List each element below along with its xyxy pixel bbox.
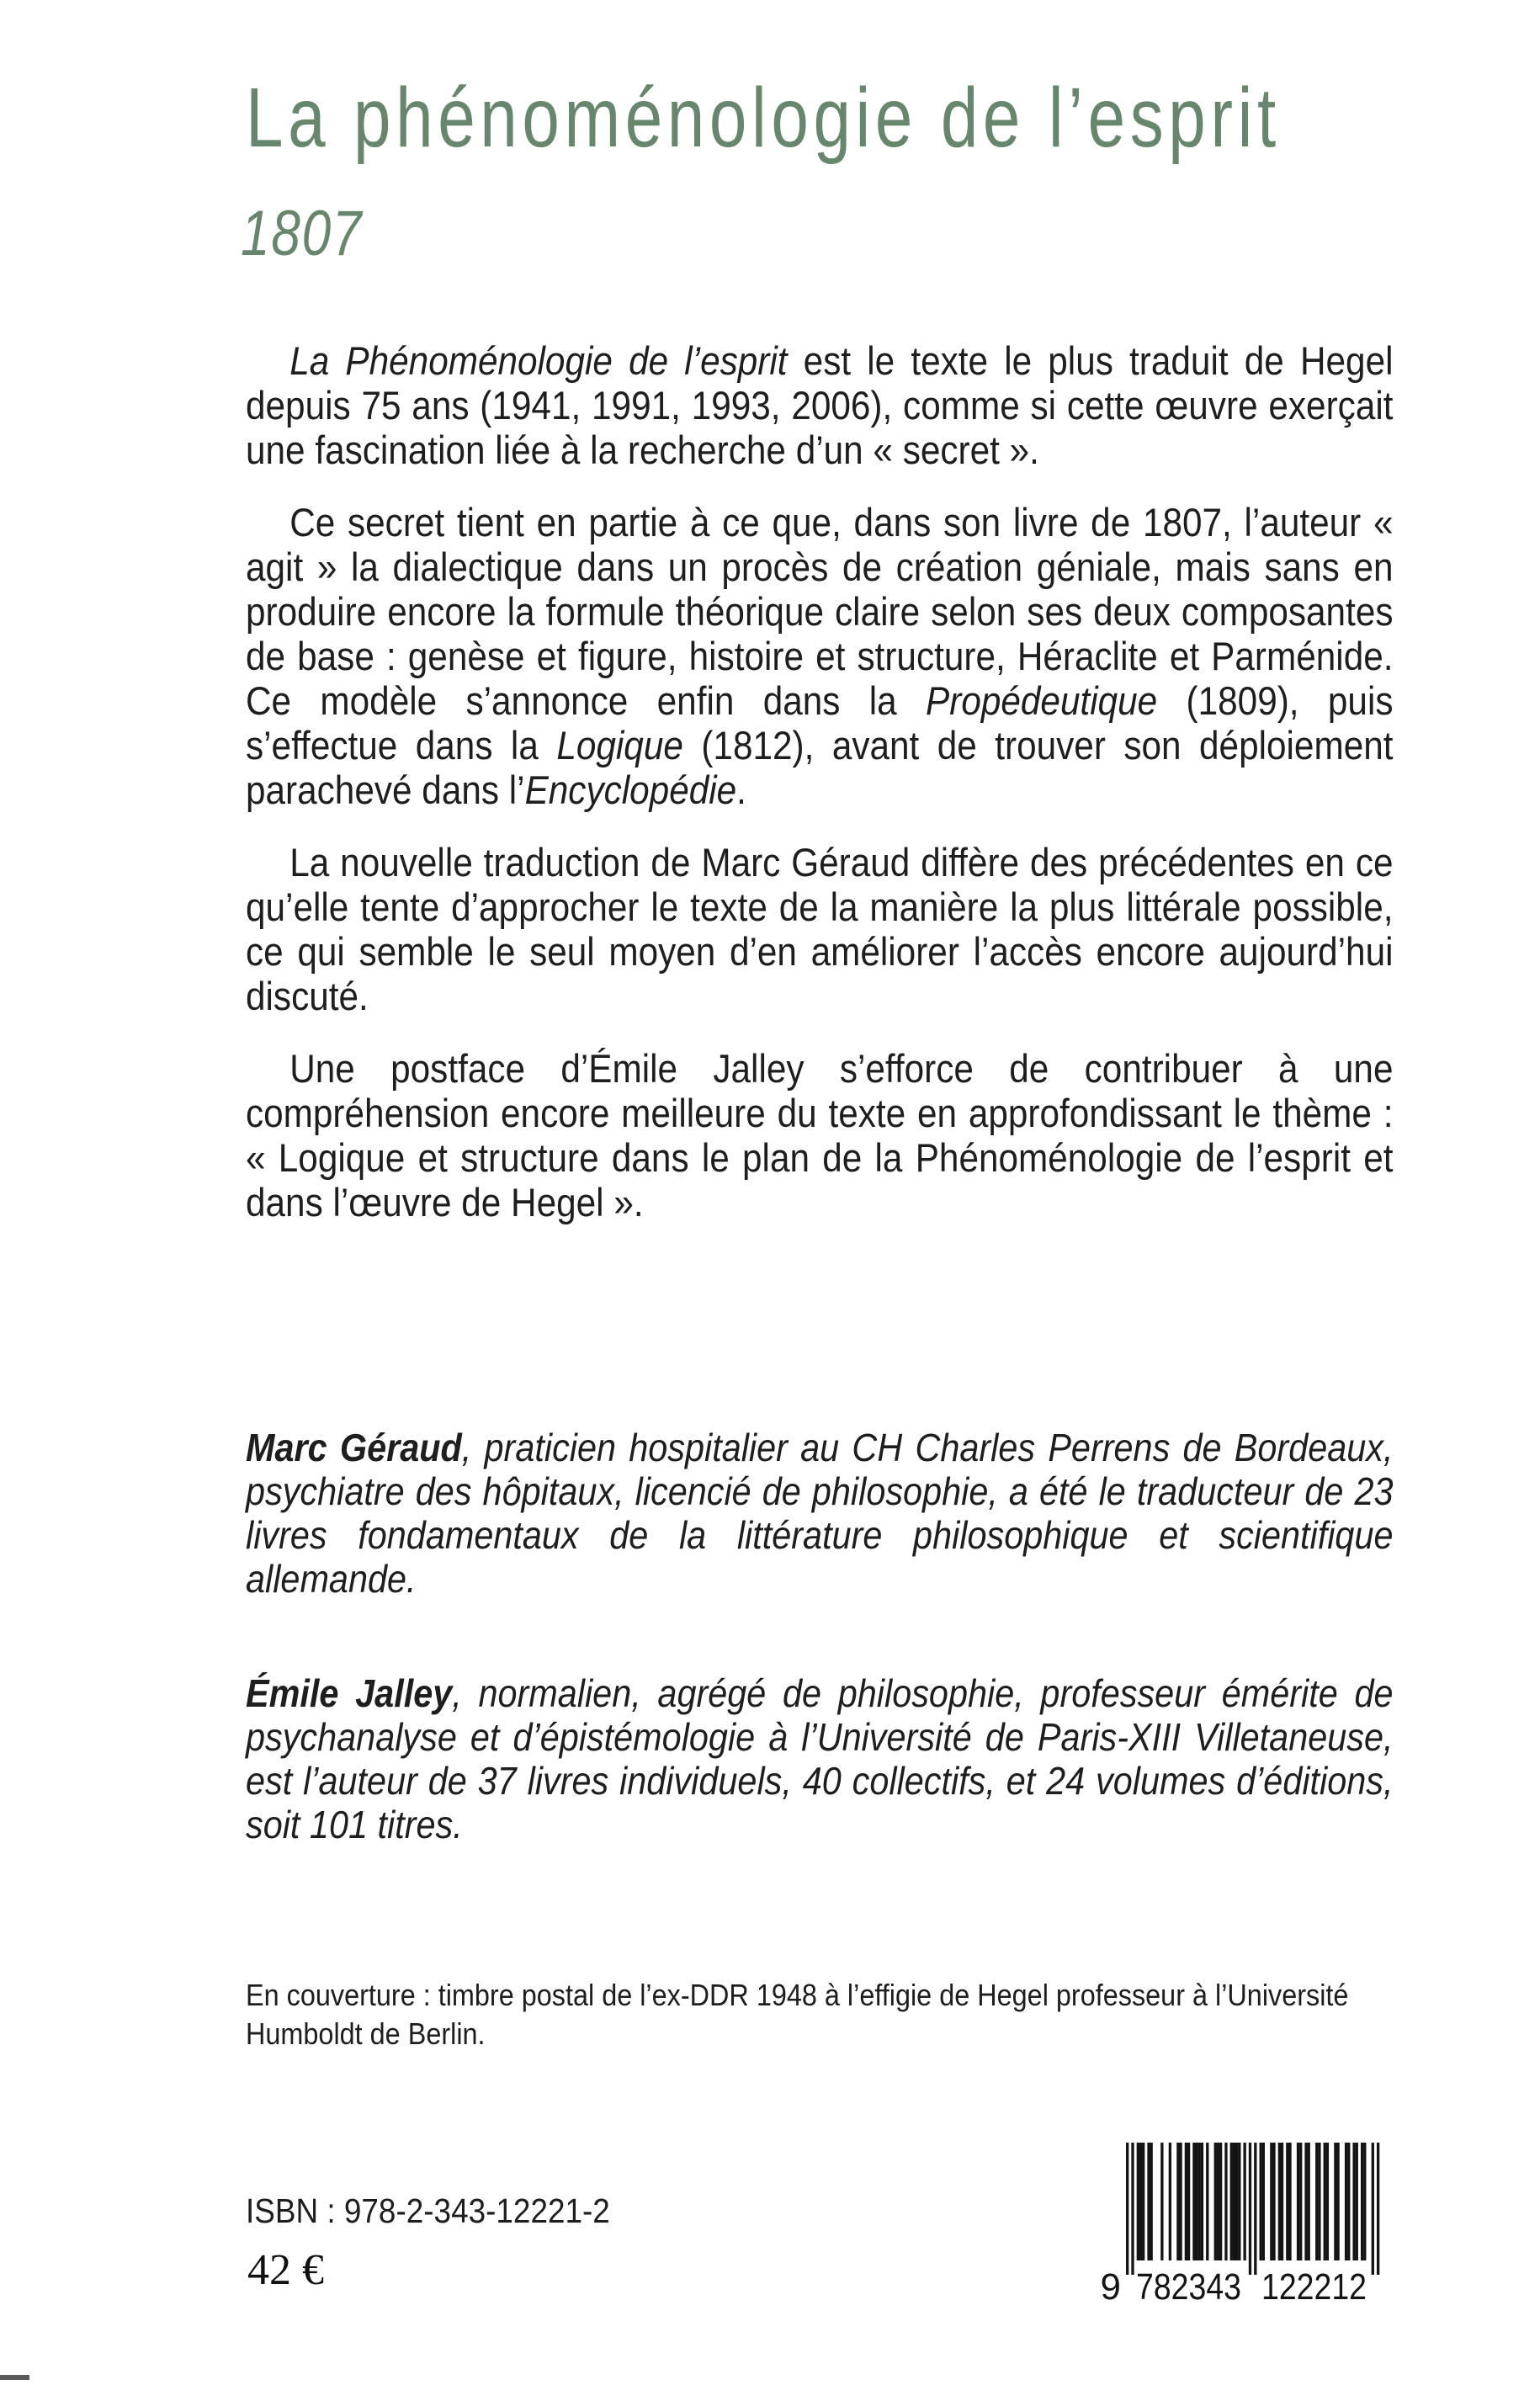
isbn-text: ISBN : 978-2-343-12221-2 (246, 2191, 610, 2230)
description-column (246, 338, 1394, 1224)
text-segment: . (736, 768, 746, 812)
description-paragraph-3 (246, 840, 1394, 1018)
text-segment: est le texte le plus traduit de Hegel depuis 75 ans (1941, 1991, 1993, 2006), comme si cette œuvre exerçait une fascination liée à la recherche d’un « secret ». (246, 338, 1394, 472)
text-segment: Encyclopédie (524, 768, 737, 812)
ean13-barcode (1092, 2139, 1382, 2304)
price-text: 42 € (247, 2246, 324, 2294)
description-paragraph-4 (246, 1046, 1394, 1224)
description-paragraph-2 (246, 500, 1394, 812)
text-segment: Une postface d’Émile Jalley s’efforce de contribuer à une compréhension encore meilleure du texte en approfondissant le thème : « Logique et structure dans le plan de la Phénoménologie de l’esprit et dans l’œuvre de Hegel ». (246, 1046, 1394, 1224)
text-segment: Ce secret tient en partie à ce que, dans son livre de 1807, l’auteur « agit » la dialectique dans un procès de création géniale, mais sans en produire encore la formule théorique claire selon ses deux composantes de base : genèse et figure, histoire et structure, Héraclite et Parménide. Ce modèle s’annonce enfin dans la (246, 500, 1394, 723)
description-block (246, 338, 1521, 1252)
text-segment: La Phénoménologie de l’esprit (289, 338, 788, 383)
cover-note-block (246, 1976, 1521, 2053)
text-segment: Émile Jalley (246, 1671, 453, 1715)
svg-text:9: 9 (1100, 2266, 1121, 2304)
text-segment: , praticien hospitalier au CH Charles Perrens de Bordeaux, psychiatre des hôpitaux, licencié de philosophie, a été le traducteur de 23 livres fondamentaux de la littérature philosophique et scientifique allemande. (246, 1426, 1394, 1601)
text-segment: Logique (556, 723, 683, 768)
text-segment: Marc Géraud (246, 1426, 462, 1469)
author-bios-column (246, 1426, 1394, 1846)
text-segment: La nouvelle traduction de Marc Géraud diffère des précédentes en ce qu’elle tente d’approcher le texte de la manière la plus littérale possible, ce qui semble le seul moyen d’en améliorer l’accès encore aujourd’hui discuté. (246, 840, 1394, 1018)
page-title (246, 72, 1539, 163)
svg-text:782343: 782343 (1136, 2266, 1241, 2304)
subtitle-year-text: 1807 (241, 198, 364, 269)
isbn-line (246, 2191, 651, 2231)
corner-crop-mark (0, 2375, 29, 2380)
cover-note-text: En couverture : timbre postal de l’ex-DDR 1948 à l’effigie de Hegel professeur à l’Université Humboldt de Berlin. (246, 1978, 1349, 2051)
svg-text:122212: 122212 (1261, 2266, 1367, 2304)
cover-note-column (246, 1976, 1394, 2053)
text-segment: (1809), puis s’effectue dans la (246, 678, 1394, 768)
page-title-text: La phénoménologie de l’esprit (246, 71, 1281, 165)
text-segment: , normalien, agrégé de philosophie, professeur émérite de psychanalyse et d’épistémologie à l’Université de Paris-XIII Villetaneuse, est l’auteur de 37 livres individuels, 40 collectifs, et 24 volumes d’éditions, soit 101 titres. (246, 1671, 1394, 1846)
postface-author-bio (246, 1671, 1394, 1846)
text-segment: Propédeutique (926, 678, 1158, 723)
text-segment: (1812), avant de trouver son déploiement parachevé dans l’ (246, 723, 1394, 812)
author-bios-block (246, 1426, 1521, 1846)
translator-bio (246, 1426, 1394, 1601)
subtitle-year (241, 197, 390, 270)
description-paragraph-1 (246, 338, 1394, 472)
